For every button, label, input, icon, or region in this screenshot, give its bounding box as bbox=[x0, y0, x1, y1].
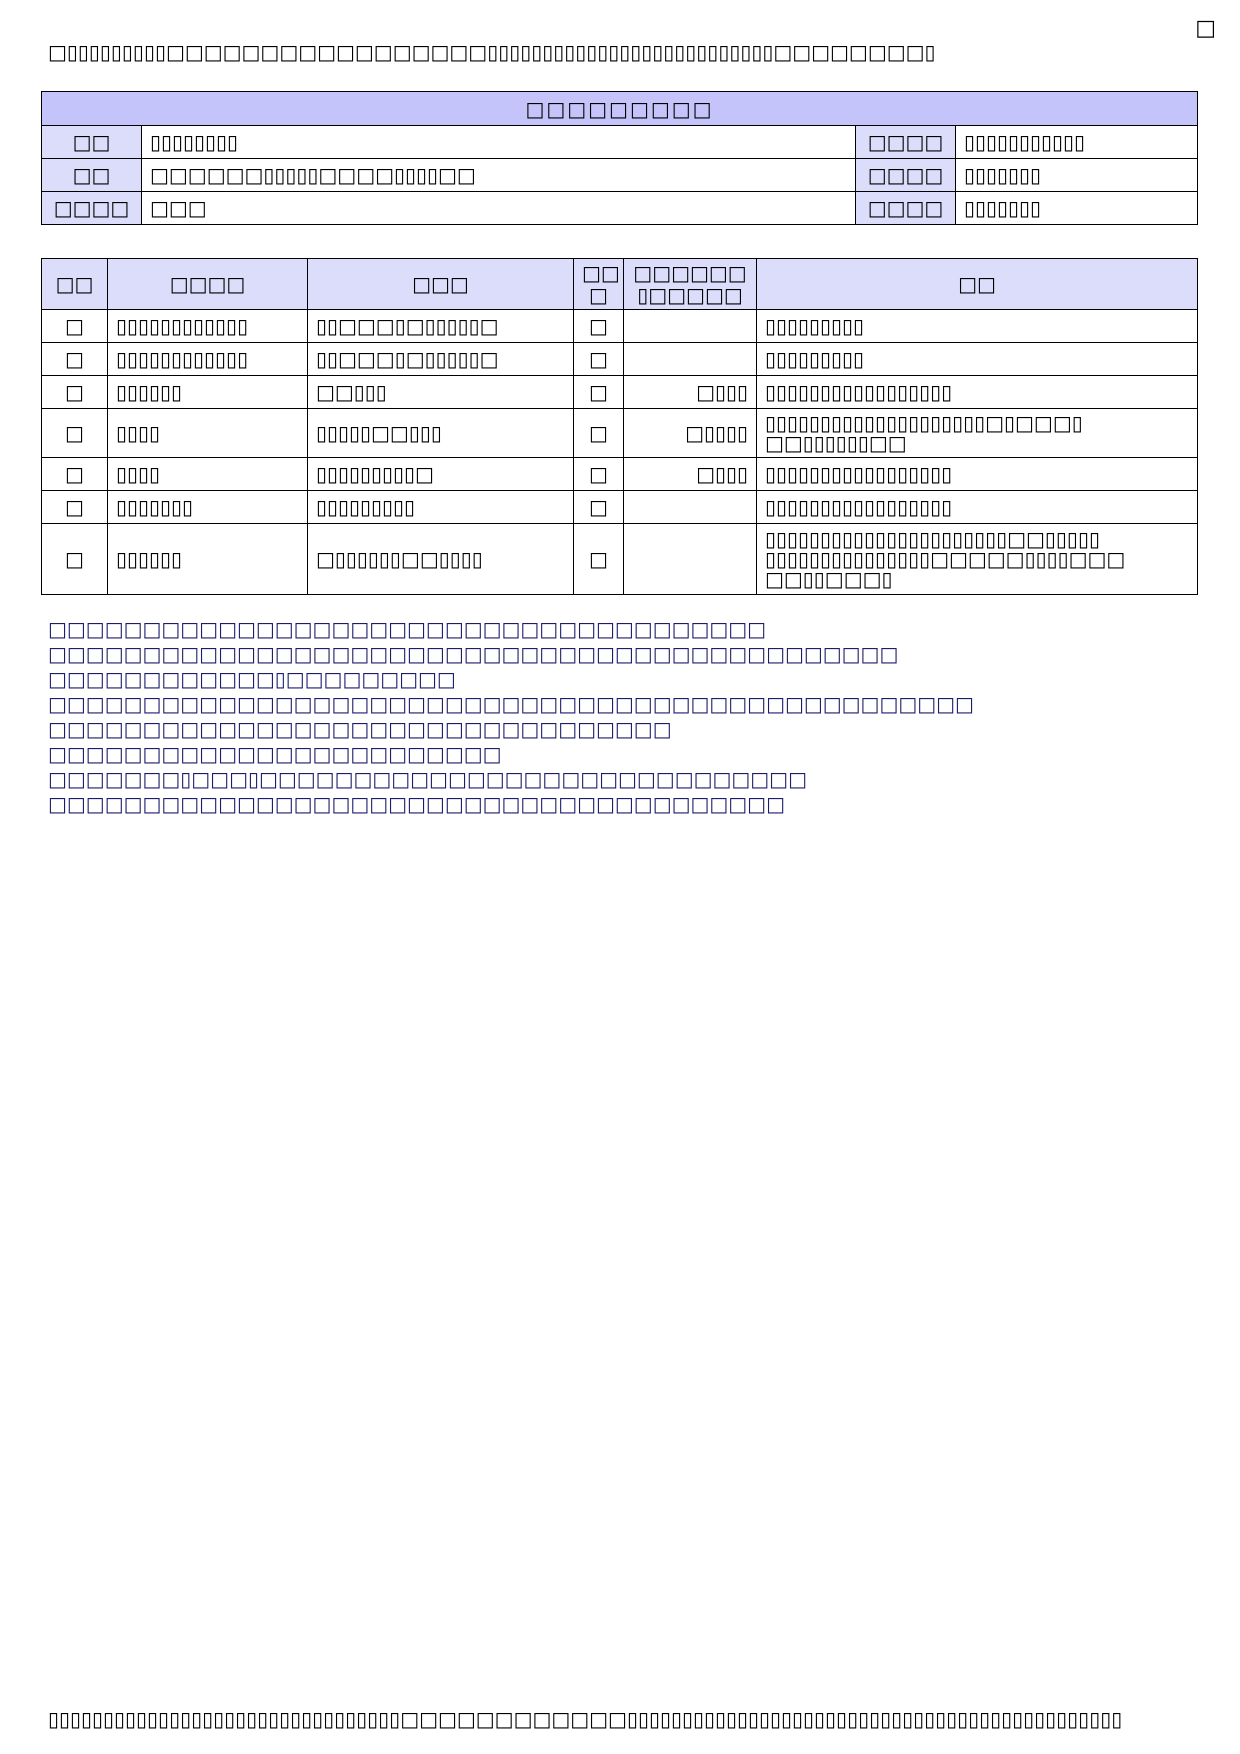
row-note: ▯▯▯▯▯▯▯▯▯ bbox=[757, 343, 1198, 376]
row-number: □ bbox=[42, 409, 108, 458]
row-note: ▯▯▯▯▯▯▯▯▯ bbox=[757, 310, 1198, 343]
row-detail: □▯▯▯▯▯▯□□▯▯▯▯ bbox=[308, 524, 574, 595]
row-amount bbox=[624, 310, 757, 343]
row-amount bbox=[624, 491, 757, 524]
table-row bbox=[42, 376, 1198, 409]
note-line: □□□□□□□□□□□□□□□□□□□□□□□□□□□□□□□□□□□□□□□□□□□□□□□□□ bbox=[48, 692, 974, 716]
note-line: □□□□□□□□□□□□□□□□□□□□□□□□□□□□□□□□□□□□□□□□□□□□□ bbox=[48, 642, 899, 666]
note-line: □□□□□□□□□□□□□□□□□□□□□□□□□□□□□□□□□□□□□□ bbox=[48, 617, 767, 641]
info-value: ▯▯▯▯▯▯▯▯ bbox=[142, 126, 856, 159]
row-name: ▯▯▯▯▯▯ bbox=[108, 524, 308, 595]
note-line: □□□□□□□□□□□□▯□□□□□□□□□ bbox=[48, 667, 456, 691]
table-row bbox=[42, 491, 1198, 524]
row-name: ▯▯▯▯▯▯▯▯▯▯▯▯ bbox=[108, 310, 308, 343]
column-header: □□ bbox=[42, 259, 108, 310]
column-header: □□ bbox=[757, 259, 1198, 310]
row-name: ▯▯▯▯▯▯▯▯▯▯▯▯ bbox=[108, 343, 308, 376]
row-amount: □▯▯▯ bbox=[624, 376, 757, 409]
info-value: ▯▯▯▯▯▯▯ bbox=[956, 159, 1198, 192]
row-name: ▯▯▯▯▯▯▯ bbox=[108, 491, 308, 524]
page-corner-mark: □ bbox=[1195, 16, 1216, 41]
row-flag: □ bbox=[574, 491, 624, 524]
row-detail: ▯▯□□□▯□▯▯▯▯▯□ bbox=[308, 343, 574, 376]
row-flag: □ bbox=[574, 376, 624, 409]
row-number: □ bbox=[42, 310, 108, 343]
row-name: ▯▯▯▯ bbox=[108, 409, 308, 458]
info-value: ▯▯▯▯▯▯▯ bbox=[956, 192, 1198, 225]
schedule-header-row bbox=[42, 259, 1198, 310]
row-amount: □▯▯▯▯ bbox=[624, 409, 757, 458]
row-detail: ▯▯▯▯▯▯▯▯▯ bbox=[308, 491, 574, 524]
info-value: □□□ bbox=[142, 192, 856, 225]
info-title-row bbox=[42, 92, 1198, 126]
table-row bbox=[42, 343, 1198, 376]
row-number: □ bbox=[42, 524, 108, 595]
note-line: □□□□□□□□□□□□□□□□□□□□□□□□□□□□□□□□□□□□□□□ bbox=[48, 792, 785, 816]
row-note: ▯▯▯▯▯▯▯▯▯▯▯▯▯▯▯▯▯ bbox=[757, 376, 1198, 409]
table-row bbox=[42, 458, 1198, 491]
notes-section bbox=[48, 617, 974, 817]
info-label: □□□□ bbox=[42, 192, 142, 225]
row-flag: □ bbox=[574, 409, 624, 458]
row-flag: □ bbox=[574, 310, 624, 343]
row-note: ▯▯▯▯▯▯▯▯▯▯▯▯▯▯▯▯▯ bbox=[757, 458, 1198, 491]
info-value: ▯▯▯▯▯▯▯▯▯▯▯ bbox=[956, 126, 1198, 159]
row-amount: □▯▯▯ bbox=[624, 458, 757, 491]
row-flag: □ bbox=[574, 458, 624, 491]
table-row bbox=[42, 409, 1198, 458]
note-line: □□□□□□□□□□□□□□□□□□□□□□□□ bbox=[48, 742, 502, 766]
row-number: □ bbox=[42, 491, 108, 524]
row-note: ▯▯▯▯▯▯▯▯▯▯▯▯▯▯▯▯▯ bbox=[757, 491, 1198, 524]
row-number: □ bbox=[42, 458, 108, 491]
row-number: □ bbox=[42, 343, 108, 376]
info-row bbox=[42, 192, 1198, 225]
row-amount bbox=[624, 343, 757, 376]
row-detail: ▯▯□□□▯□▯▯▯▯▯□ bbox=[308, 310, 574, 343]
column-header: □□ □ bbox=[574, 259, 624, 310]
info-label: □□□□ bbox=[856, 159, 956, 192]
info-value: □□□□□□▯▯▯▯▯□□□□▯▯▯▯□□ bbox=[142, 159, 856, 192]
row-number: □ bbox=[42, 376, 108, 409]
row-note: ▯▯▯▯▯▯▯▯▯▯▯▯▯▯▯▯▯▯▯▯□▯□□□▯ □□▯▯▯▯▯▯□□ bbox=[757, 409, 1198, 458]
table-row bbox=[42, 310, 1198, 343]
row-detail: □□▯▯▯ bbox=[308, 376, 574, 409]
row-note: ▯▯▯▯▯▯▯▯▯▯▯▯▯▯▯▯▯▯▯▯▯▯□□▯▯▯▯▯ ▯▯▯▯▯▯▯▯▯▯▯▯▯▯▯□□□□□▯▯▯▯□□□ □□▯▯□□□▯ bbox=[757, 524, 1198, 595]
row-name: ▯▯▯▯▯▯ bbox=[108, 376, 308, 409]
row-detail: ▯▯▯▯▯□□▯▯▯ bbox=[308, 409, 574, 458]
row-amount bbox=[624, 524, 757, 595]
info-table bbox=[41, 91, 1198, 225]
column-header: □□□ bbox=[308, 259, 574, 310]
note-line: □□□□□□□▯□□□▯□□□□□□□□□□□□□□□□□□□□□□□□□□□□□ bbox=[48, 767, 807, 791]
note-line: □□□□□□□□□□□□□□□□□□□□□□□□□□□□□□□□□ bbox=[48, 717, 672, 741]
document-footer-line: ▯▯▯▯▯▯▯▯▯▯▯▯▯▯▯▯▯▯▯▯▯▯▯▯▯▯▯▯▯▯▯▯□□□□□□□□□□□□▯▯▯▯▯▯▯▯▯▯▯▯▯▯▯▯▯▯▯▯▯▯▯▯▯▯▯▯▯▯▯▯▯▯▯▯▯▯▯▯▯▯▯▯▯ bbox=[48, 1707, 1123, 1731]
info-row bbox=[42, 126, 1198, 159]
info-row bbox=[42, 159, 1198, 192]
row-detail: ▯▯▯▯▯▯▯▯▯□ bbox=[308, 458, 574, 491]
info-label: □□ bbox=[42, 159, 142, 192]
document-header-line: □▯▯▯▯▯▯▯▯▯□□□□□□□□□□□□□□□□□▯▯▯▯▯▯▯▯▯▯▯▯▯▯▯▯▯▯▯▯▯▯▯▯▯▯□□□□□□□□▯ bbox=[48, 40, 936, 64]
info-label: □□ bbox=[42, 126, 142, 159]
info-label: □□□□ bbox=[856, 126, 956, 159]
table-row bbox=[42, 524, 1198, 595]
schedule-table bbox=[41, 258, 1198, 595]
info-table-title: □□□□□□□□□ bbox=[42, 92, 1198, 126]
info-label: □□□□ bbox=[856, 192, 956, 225]
column-header: □□□□ bbox=[108, 259, 308, 310]
row-flag: □ bbox=[574, 343, 624, 376]
column-header: □□□□□□ ▯□□□□□ bbox=[624, 259, 757, 310]
row-name: ▯▯▯▯ bbox=[108, 458, 308, 491]
row-flag: □ bbox=[574, 524, 624, 595]
